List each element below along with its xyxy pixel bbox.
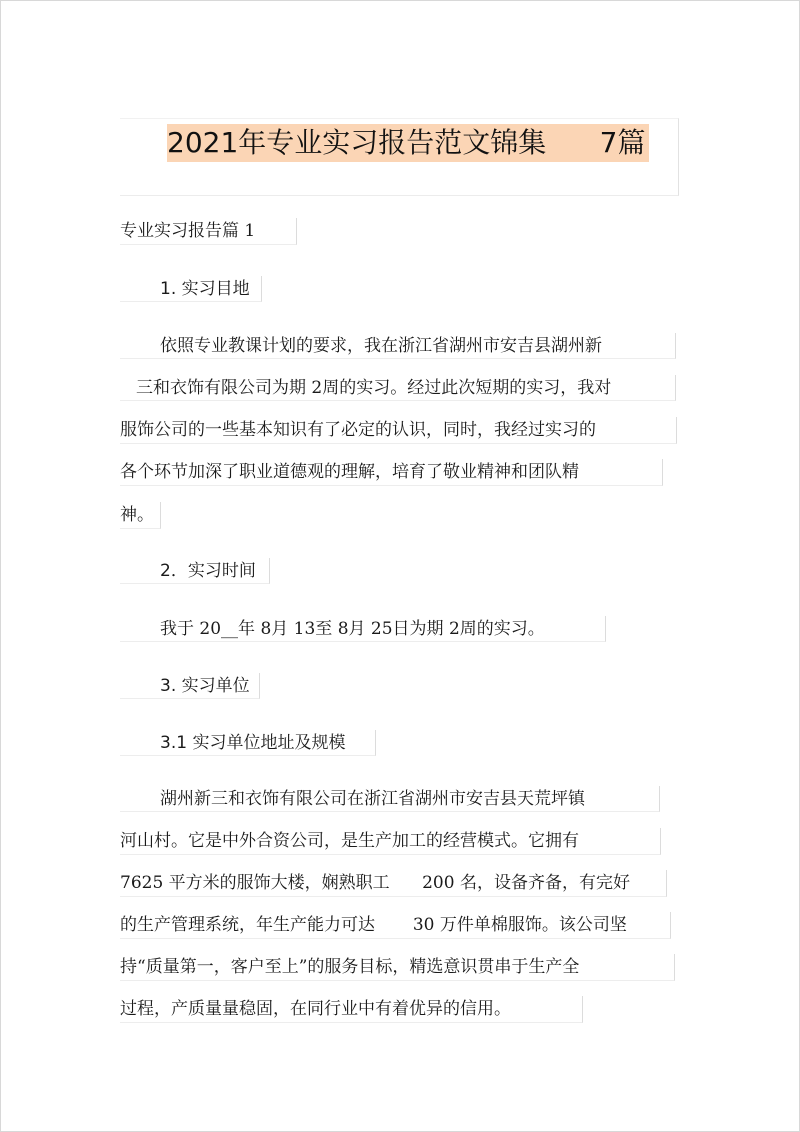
item1-heading: 1. 实习目地	[120, 276, 262, 302]
internship-time-text: 我于 20__年 8月 13至 8月 25日为期 2周的实习。	[120, 616, 606, 642]
paragraph1-line: 依照专业教课计划的要求，我在浙江省湖州市安吉县湖州新	[120, 333, 676, 359]
item31-heading: 3.1 实习单位地址及规模	[120, 730, 376, 756]
paragraph1-line: 神。	[120, 502, 161, 529]
paragraph2-line: 的生产管理系统，年生产能力可达 30 万件单棉服饰。该公司坚	[120, 912, 671, 939]
item2-heading: 2．实习时间	[120, 558, 270, 584]
paragraph2-line: 过程，产质量量稳固，在同行业中有着优异的信用。	[120, 996, 583, 1023]
paragraph2-line: 湖州新三和衣饰有限公司在浙江省湖州市安吉县天荒坪镇	[120, 786, 660, 812]
paragraph1-line: 各个环节加深了职业道德观的理解，培育了敬业精神和团队精	[120, 459, 663, 486]
item3-heading: 3. 实习单位	[120, 673, 260, 699]
paragraph2-line: 7625 平方米的服饰大楼，娴熟职工 200 名，设备齐备，有完好	[120, 870, 667, 897]
paragraph1-line: 三和衣饰有限公司为期 2周的实习。经过此次短期的实习，我对	[120, 375, 676, 401]
paragraph2-line: 河山村。它是中外合资公司，是生产加工的经营模式。它拥有	[120, 828, 661, 855]
paragraph2-line: 持“质量第一，客户至上”的服务目标，精选意识贯串于生产全	[120, 954, 675, 981]
document-title: 2021年专业实习报告范文锦集 7篇	[167, 124, 649, 162]
section-heading: 专业实习报告篇 1	[120, 218, 297, 245]
paragraph1-line: 服饰公司的一些基本知识有了必定的认识，同时，我经过实习的	[120, 417, 677, 444]
